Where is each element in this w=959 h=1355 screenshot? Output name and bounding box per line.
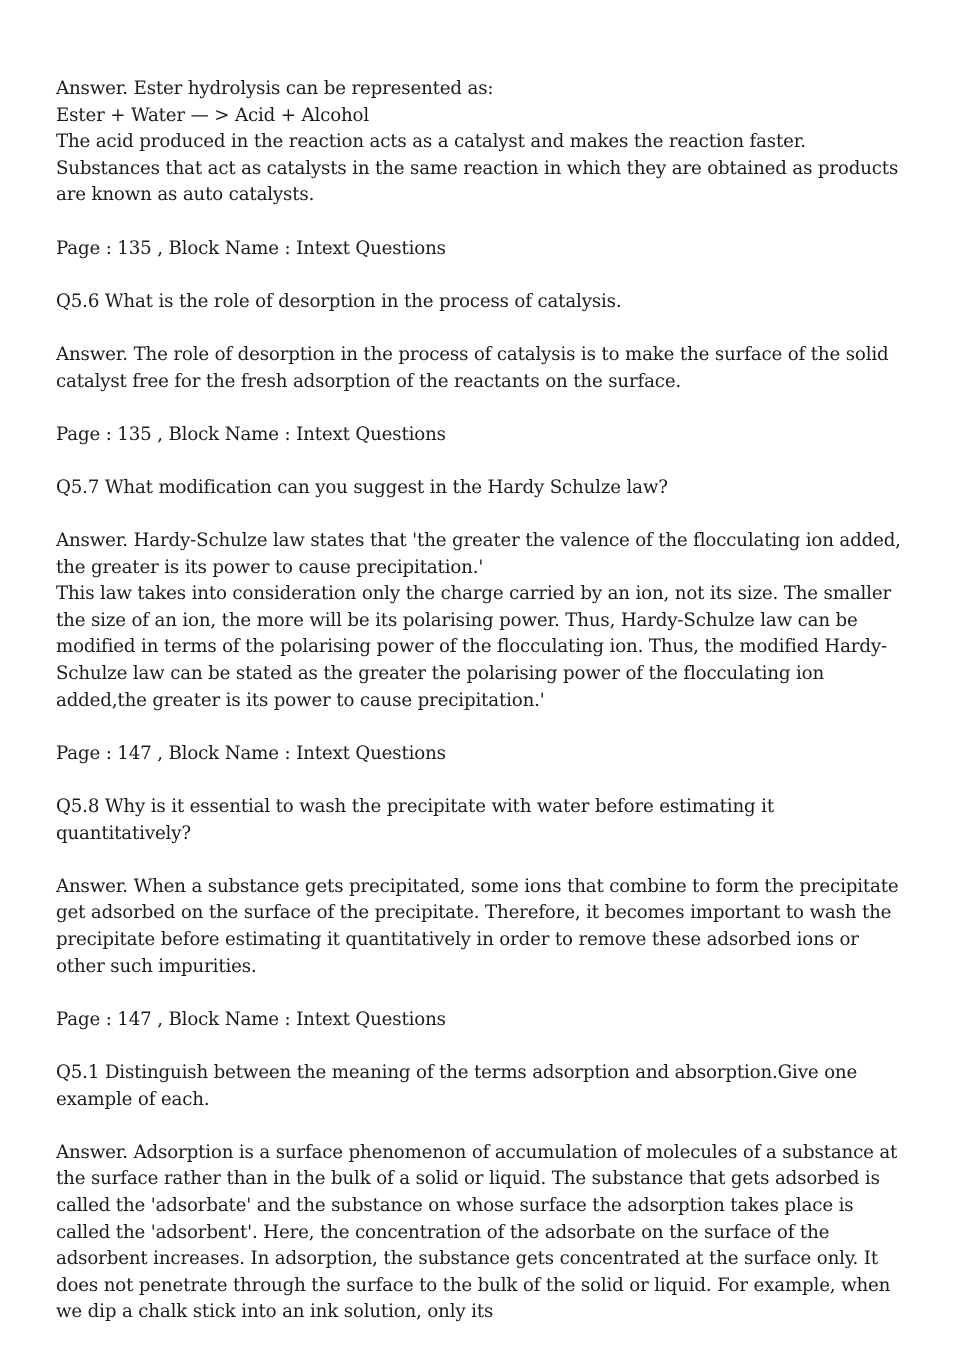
answer-text: Answer. Adsorption is a surface phenomenon of accumulation of molecules of a substance at the surface rather than in the bulk of a solid or liquid. The substance that gets adsorbed is called the 'adsorbate' and the substance on whose surface the adsorption takes place is called the 'adsorbent'. Here, the concentration of the adsorbate on the surface of the adsorbent increases. In adsorption, the substance gets concentrated at the surface only. It does not penetrate through the surface to the bulk of the solid or liquid. For example, when we dip a chalk stick into an ink solution, only its — [56, 1141, 898, 1323]
question-5-7 — [56, 475, 906, 502]
question-text: Q5.6 What is the role of desorption in the process of catalysis. — [56, 290, 622, 312]
question-text: Q5.1 Distinguish between the meaning of the terms adsorption and absorption.Give one example of each. — [56, 1061, 858, 1110]
answer-text: Answer. Ester hydrolysis can be represented as: — [56, 78, 494, 99]
page-reference-text: Page : 147 , Block Name : Intext Questions — [56, 1008, 446, 1030]
question-5-8 — [56, 794, 906, 847]
question-text: Q5.7 What modification can you suggest in the Hardy Schulze law? — [56, 476, 668, 498]
question-5-1 — [56, 1060, 906, 1113]
answer-block-ester-hydrolysis — [56, 76, 906, 209]
answer-block-desorption — [56, 342, 906, 395]
page-reference — [56, 1007, 906, 1034]
page-reference — [56, 236, 906, 263]
page-reference-text: Page : 147 , Block Name : Intext Questions — [56, 742, 446, 764]
answer-text: Answer. The role of desorption in the process of catalysis is to make the surface of the solid catalyst free for the fresh adsorption of the reactants on the surface. — [56, 343, 889, 392]
answer-block-adsorption — [56, 1140, 906, 1326]
question-5-6 — [56, 289, 906, 316]
answer-text: Answer. When a substance gets precipitated, some ions that combine to form the precipitate get adsorbed on the surface of the precipitate. Therefore, it becomes important to wash the precipitate before estimating it quantitatively in order to remove these adsorbed ions or other such impurities. — [56, 875, 899, 977]
question-text: Q5.8 Why is it essential to wash the precipitate with water before estimating it quantitatively? — [56, 796, 774, 844]
answer-block-precipitate — [56, 874, 906, 980]
answer-text: Answer. Hardy-Schulze law states that 'the greater the valence of the flocculating ion added, the greater is its power to cause precipitation.' — [56, 530, 901, 578]
page-reference — [56, 741, 906, 768]
answer-text: The acid produced in the reaction acts as a catalyst and makes the reaction faster. — [56, 131, 806, 153]
page-reference-text: Page : 135 , Block Name : Intext Questions — [56, 237, 446, 259]
equation-text: Ester + Water — > Acid + Alcohol — [56, 104, 370, 126]
document-page — [56, 76, 906, 1326]
page-reference — [56, 422, 906, 449]
page-reference-text: Page : 135 , Block Name : Intext Questions — [56, 423, 446, 445]
answer-text: This law takes into consideration only the charge carried by an ion, not its size. The smaller the size of an ion, the more will be its polarising power. Thus, Hardy-Schulze law can be modified in terms of the polarising power of the flocculating ion. Thus, the modified Hardy-Schulze law can be stated as the greater the polarising power of the flocculating ion added,the greater is its power to cause precipitation.' — [56, 583, 892, 711]
answer-block-hardy-schulze — [56, 528, 906, 714]
answer-text: Substances that act as catalysts in the same reaction in which they are obtained as products are known as auto catalysts. — [56, 157, 899, 206]
